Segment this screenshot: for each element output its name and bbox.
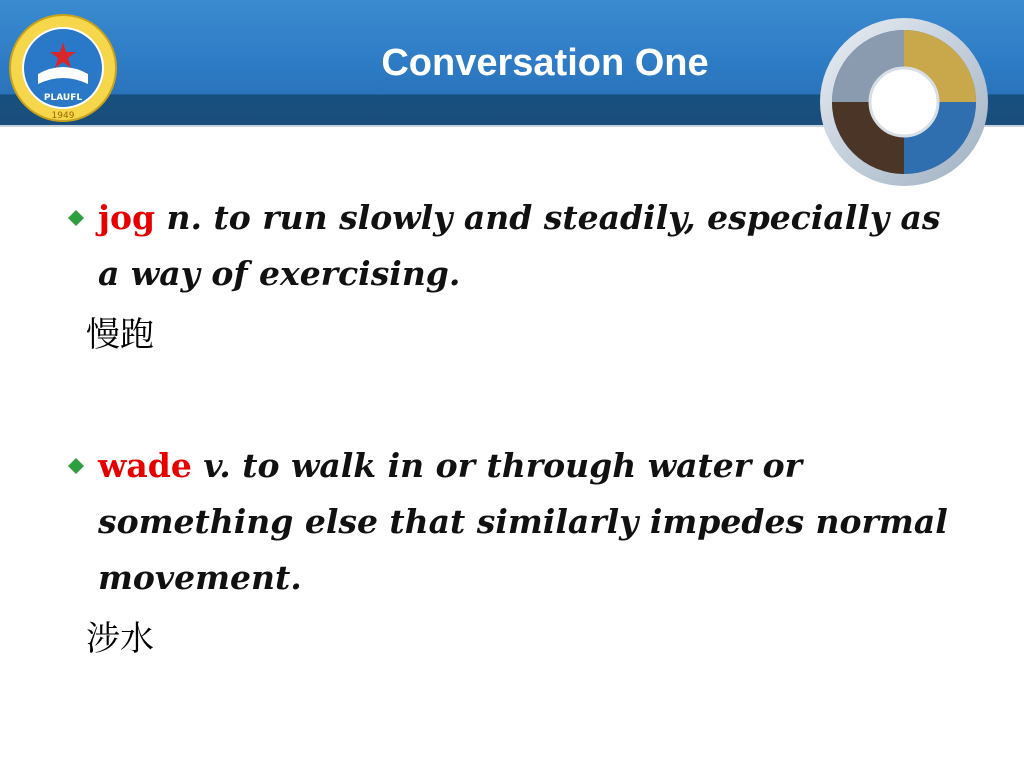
- svg-text:1949: 1949: [51, 111, 75, 121]
- definition-line: [64, 190, 964, 302]
- university-logo: [8, 12, 118, 124]
- svg-text:PLAUFL: PLAUFL: [43, 93, 83, 103]
- slide-title: Conversation One: [381, 42, 709, 84]
- vocab-entry-wade: [64, 438, 964, 664]
- chinese-translation: 慢跑: [86, 315, 154, 355]
- chinese-translation: 涉水: [86, 619, 154, 659]
- decorative-ring-graphic: [812, 14, 1012, 196]
- vocab-term: jog: [98, 198, 156, 237]
- vocab-entry-jog: [64, 190, 964, 360]
- definition-line: [64, 438, 964, 606]
- vocab-definition: v. to walk in or through water or something else that similarly impedes normal movement.: [98, 446, 948, 597]
- vocab-definition: n. to run slowly and steadily, especially as a way of exercising.: [98, 198, 941, 293]
- diamond-bullet-icon: [68, 210, 84, 226]
- diamond-bullet-icon: [68, 458, 84, 474]
- vocab-term: wade: [98, 446, 192, 485]
